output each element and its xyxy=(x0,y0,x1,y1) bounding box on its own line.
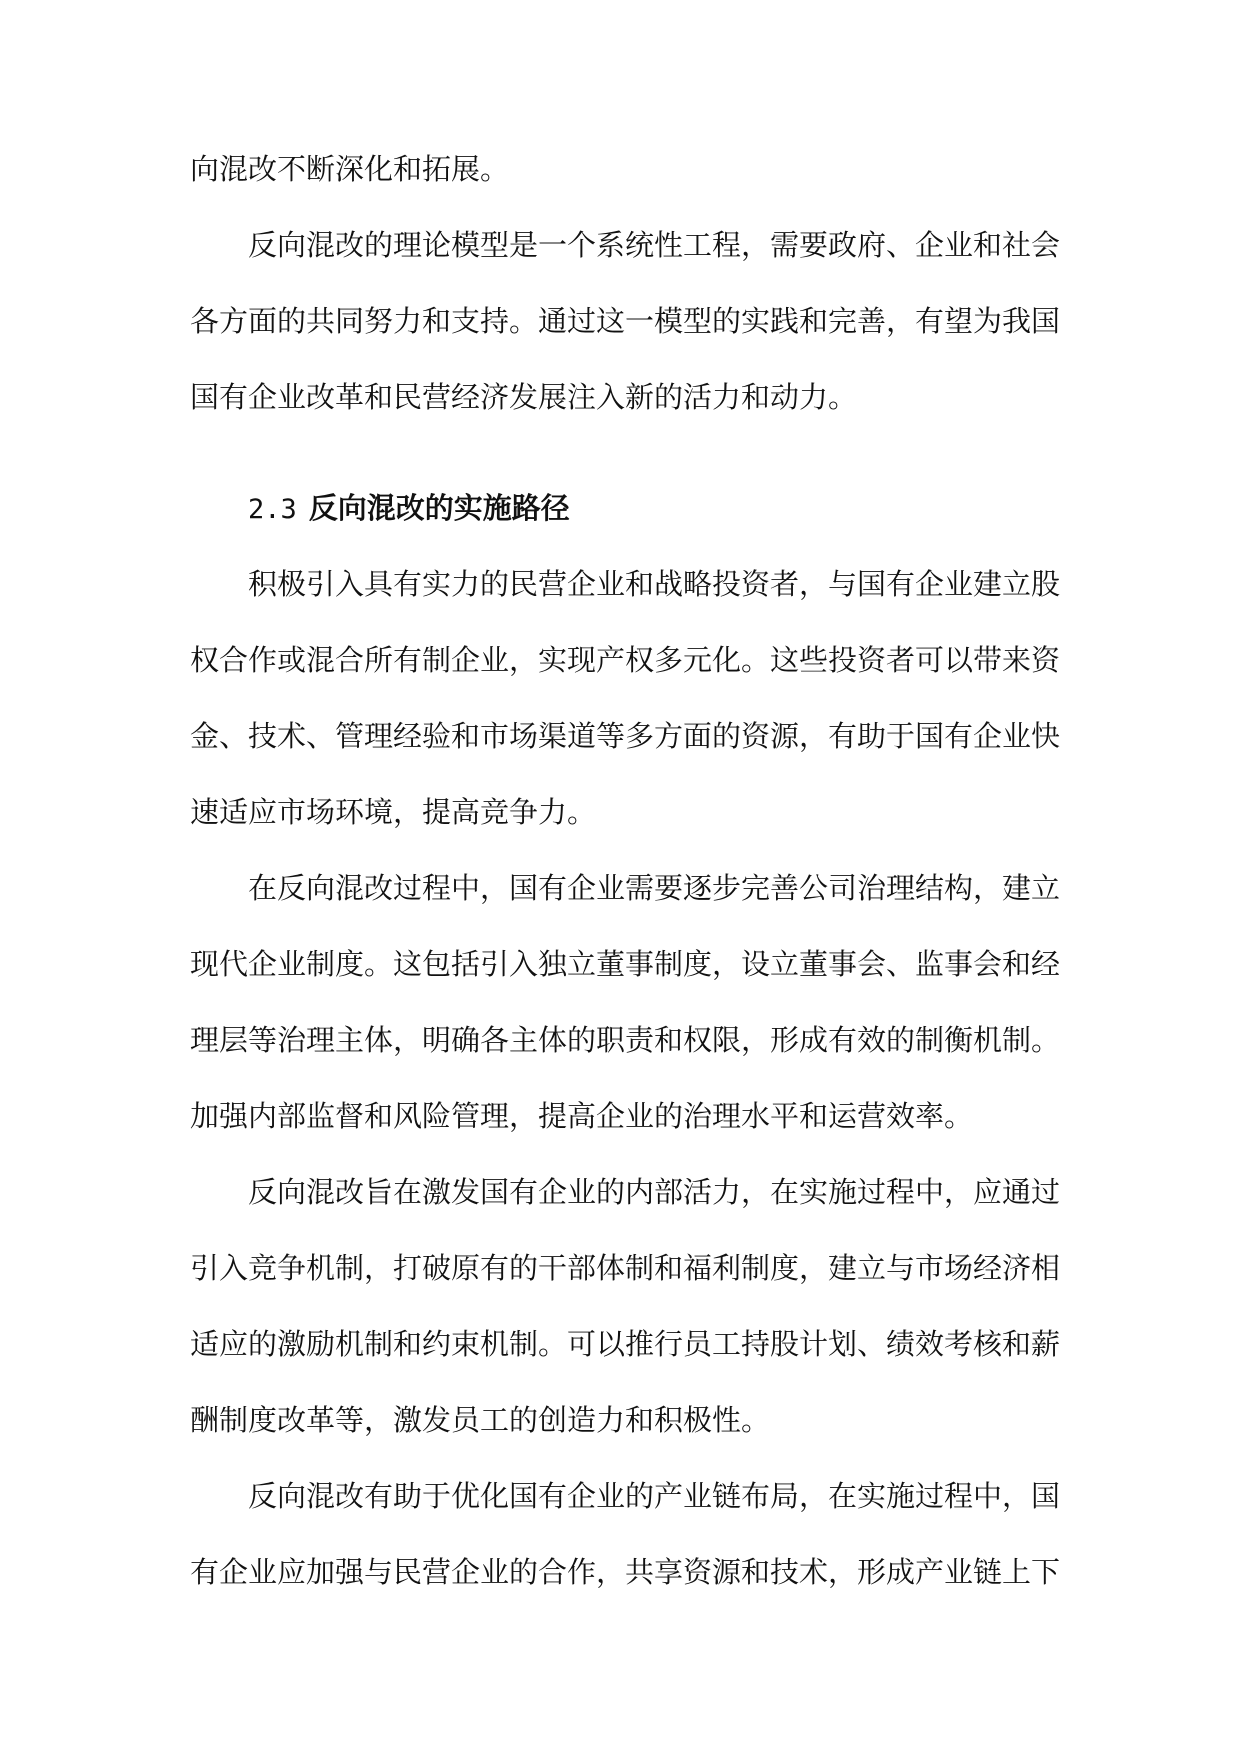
section-heading xyxy=(190,470,1060,546)
paragraph-line: 权合作或混合所有制企业，实现产权多元化。这些投资者可以带来资 xyxy=(190,643,1060,677)
paragraph-line: 适应的激励机制和约束机制。可以推行员工持股计划、绩效考核和薪 xyxy=(190,1327,1060,1361)
paragraph-line: 金、技术、管理经验和市场渠道等多方面的资源，有助于国有企业快 xyxy=(190,719,1060,753)
section-title: 反向混改的实施路径 xyxy=(308,491,570,525)
paragraph-line: 速适应市场环境，提高竞争力。 xyxy=(190,795,597,829)
paragraph xyxy=(190,546,1060,850)
paragraph-line: 积极引入具有实力的民营企业和战略投资者，与国有企业建立股 xyxy=(248,567,1060,601)
paragraph xyxy=(190,131,1060,207)
paragraph-line: 反向混改有助于优化国有企业的产业链布局，在实施过程中，国 xyxy=(248,1479,1060,1513)
paragraph xyxy=(190,207,1060,435)
paragraph-line: 反向混改旨在激发国有企业的内部活力，在实施过程中，应通过 xyxy=(248,1175,1060,1209)
paragraph xyxy=(190,850,1060,1154)
paragraph-line: 在反向混改过程中，国有企业需要逐步完善公司治理结构，建立 xyxy=(248,871,1060,905)
paragraph-line: 现代企业制度。这包括引入独立董事制度，设立董事会、监事会和经 xyxy=(190,947,1060,981)
paragraph-line: 加强内部监督和风险管理，提高企业的治理水平和运营效率。 xyxy=(190,1099,974,1133)
paragraph-line: 国有企业改革和民营经济发展注入新的活力和动力。 xyxy=(190,380,858,414)
document-body xyxy=(190,131,1060,1610)
paragraph-line: 酬制度改革等，激发员工的创造力和积极性。 xyxy=(190,1403,771,1437)
paragraph-line: 理层等治理主体，明确各主体的职责和权限，形成有效的制衡机制。 xyxy=(190,1023,1060,1057)
paragraph-line: 引入竞争机制，打破原有的干部体制和福利制度，建立与市场经济相 xyxy=(190,1251,1060,1285)
section-number: 2.3 xyxy=(248,494,297,525)
paragraph xyxy=(190,1458,1060,1610)
paragraph xyxy=(190,1154,1060,1458)
paragraph-line: 向混改不断深化和拓展。 xyxy=(190,152,510,186)
paragraph-line: 反向混改的理论模型是一个系统性工程，需要政府、企业和社会 xyxy=(248,228,1060,262)
paragraph-line: 各方面的共同努力和支持。通过这一模型的实践和完善，有望为我国 xyxy=(190,304,1060,338)
paragraph-line: 有企业应加强与民营企业的合作，共享资源和技术，形成产业链上下 xyxy=(190,1555,1060,1589)
